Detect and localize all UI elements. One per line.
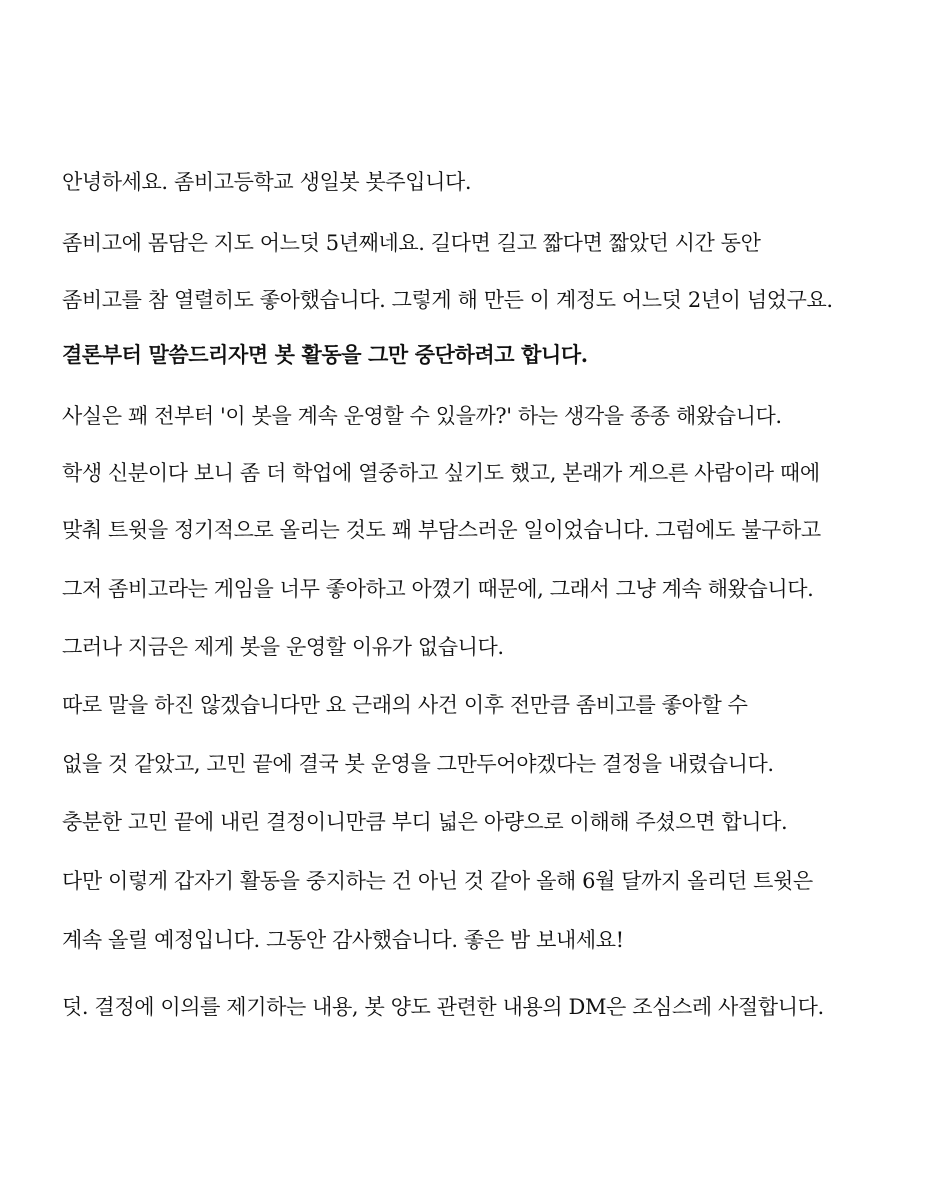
text-line: 학생 신분이다 보니 좀 더 학업에 열중하고 싶기도 했고, 본래가 게으른 사람이라 때에 bbox=[62, 461, 820, 485]
text-line: 사실은 꽤 전부터 '이 봇을 계속 운영할 수 있을까?' 하는 생각을 종종 해왔습니다. bbox=[62, 404, 782, 428]
text-line: 맞춰 트윗을 정기적으로 올리는 것도 꽤 부담스러운 일이었습니다. 그럼에도 불구하고 bbox=[62, 518, 821, 542]
text-line: 다만 이렇게 갑자기 활동을 중지하는 건 아닌 것 같아 올해 6월 달까지 올리던 트윗은 bbox=[62, 869, 813, 893]
text-line: 계속 올릴 예정입니다. 그동안 감사했습니다. 좋은 밤 보내세요! bbox=[62, 928, 624, 952]
text-line: 그러나 지금은 제게 봇을 운영할 이유가 없습니다. bbox=[62, 635, 504, 659]
text-line-emphasis: 결론부터 말씀드리자면 봇 활동을 그만 중단하려고 합니다. bbox=[62, 342, 588, 367]
text-line: 충분한 고민 끝에 내린 결정이니만큼 부디 넓은 아량으로 이해해 주셨으면 합니다. bbox=[62, 810, 788, 834]
text-line: 그저 좀비고라는 게임을 너무 좋아하고 아꼈기 때문에, 그래서 그냥 계속 해왔습니다. bbox=[62, 577, 814, 601]
text-line: 따로 말을 하진 않겠습니다만 요 근래의 사건 이후 전만큼 좀비고를 좋아할 수 bbox=[62, 693, 748, 717]
text-line: 좀비고를 참 열렬히도 좋아했습니다. 그렇게 해 만든 이 계정도 어느덧 2년이 넘었구요. bbox=[62, 288, 833, 312]
text-line: 좀비고에 몸담은 지도 어느덧 5년째네요. 길다면 길고 짧다면 짧았던 시간 동안 bbox=[62, 231, 761, 255]
text-line-postscript: 덧. 결정에 이의를 제기하는 내용, 봇 양도 관련한 내용의 DM은 조심스레 사절합니다. bbox=[62, 995, 824, 1019]
text-line: 없을 것 같았고, 고민 끝에 결국 봇 운영을 그만두어야겠다는 결정을 내렸습니다. bbox=[62, 752, 774, 776]
text-line: 안녕하세요. 좀비고등학교 생일봇 봇주입니다. bbox=[62, 170, 472, 194]
